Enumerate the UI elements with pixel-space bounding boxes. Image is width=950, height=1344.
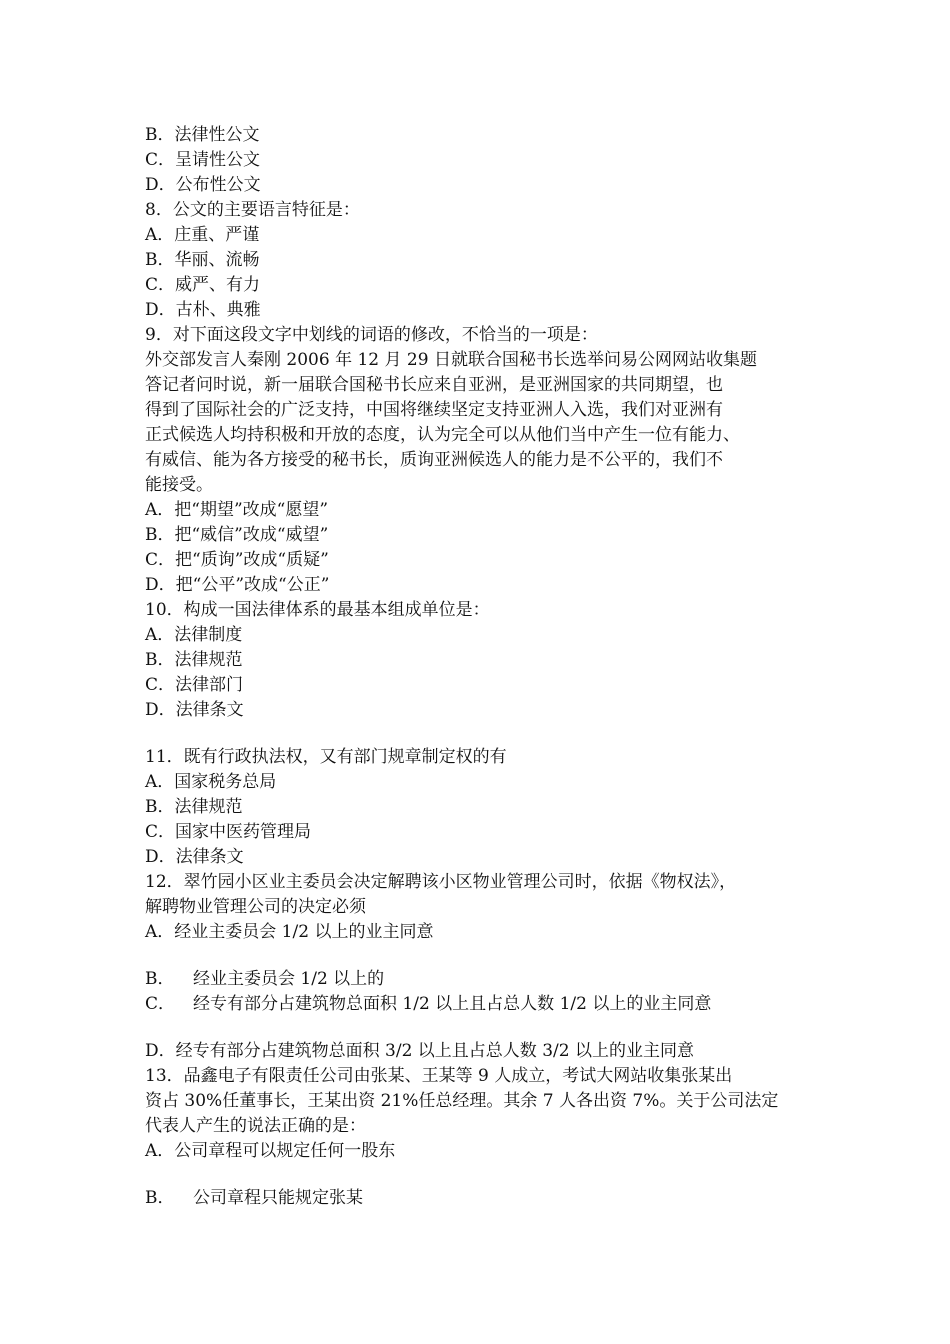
text-line: C．呈请性公文: [145, 150, 261, 170]
document-body: [145, 123, 815, 1211]
text-line: A．法律制度: [145, 625, 243, 645]
text-line: A．经业主委员会 1/2 以上的业主同意: [145, 922, 434, 942]
text-line: 答记者问时说，新一届联合国秘书长应来自亚洲，是亚洲国家的共同期望，也: [145, 375, 723, 395]
text-line: B．华丽、流畅: [145, 250, 260, 270]
text-line: D．经专有部分占建筑物总面积 3/2 以上且占总人数 3/2 以上的业主同意: [145, 1041, 694, 1061]
text-line: 13．品鑫电子有限责任公司由张某、王某等 9 人成立，考试大网站收集张某出: [145, 1066, 733, 1086]
text-line: A．国家税务总局: [145, 772, 277, 792]
text-line: 解聘物业管理公司的决定必须: [145, 897, 366, 917]
text-line: B．法律性公文: [145, 125, 260, 145]
text-line: 资占 30%任董事长，王某出资 21%任总经理。其余 7 人各出资 7%。关于公司法定: [145, 1091, 779, 1111]
text-line: D．把“公平”改成“公正”: [145, 575, 330, 595]
text-line: C．威严、有力: [145, 275, 261, 295]
text-line: 正式候选人均持积极和开放的态度，认为完全可以从他们当中产生一位有能力、: [145, 425, 740, 445]
text-line: D．法律条文: [145, 700, 244, 720]
text-line: A．庄重、严谨: [145, 225, 260, 245]
text-line: B．把“威信”改成“威望”: [145, 525, 329, 545]
option-line: [145, 967, 815, 992]
option-label: C．: [145, 994, 176, 1014]
text-line: A．公司章程可以规定任何一股东: [145, 1141, 396, 1161]
text-line: 代表人产生的说法正确的是：: [145, 1116, 366, 1136]
option-line: [145, 1186, 815, 1211]
option-text: 经专有部分占建筑物总面积 1/2 以上且占总人数 1/2 以上的业主同意: [193, 994, 712, 1014]
text-line: C．国家中医药管理局: [145, 822, 312, 842]
blank-line: [145, 723, 815, 745]
blank-line: [145, 1017, 815, 1039]
text-line: D．公布性公文: [145, 175, 261, 195]
text-line: 得到了国际社会的广泛支持，中国将继续坚定支持亚洲人入选，我们对亚洲有: [145, 400, 723, 420]
blank-line: [145, 945, 815, 967]
text-line: 8．公文的主要语言特征是：: [145, 200, 360, 220]
text-line: 12．翠竹园小区业主委员会决定解聘该小区物业管理公司时，依据《物权法》，: [145, 872, 737, 892]
text-line: B．法律规范: [145, 797, 243, 817]
text-line: 9．对下面这段文字中划线的词语的修改，不恰当的一项是：: [145, 325, 598, 345]
text-line: 10．构成一国法律体系的最基本组成单位是：: [145, 600, 490, 620]
text-line: 外交部发言人秦刚 2006 年 12 月 29 日就联合国秘书长选举问易公网网站收集题: [145, 350, 757, 370]
text-line: A．把“期望”改成“愿望”: [145, 500, 329, 520]
option-label: B．: [145, 1188, 175, 1208]
text-line: D．古朴、典雅: [145, 300, 261, 320]
option-text: 经业主委员会 1/2 以上的: [193, 969, 385, 989]
text-line: 能接受。: [145, 475, 213, 495]
text-line: B．法律规范: [145, 650, 243, 670]
option-text: 公司章程只能规定张某: [193, 1188, 363, 1208]
text-line: C．把“质询”改成“质疑”: [145, 550, 329, 570]
text-line: 11．既有行政执法权，又有部门规章制定权的有: [145, 747, 507, 767]
text-line: 有威信、能为各方接受的秘书长，质询亚洲候选人的能力是不公平的，我们不: [145, 450, 723, 470]
text-line: D．法律条文: [145, 847, 244, 867]
option-label: B．: [145, 969, 175, 989]
option-line: [145, 992, 815, 1017]
text-line: C．法律部门: [145, 675, 244, 695]
blank-line: [145, 1164, 815, 1186]
